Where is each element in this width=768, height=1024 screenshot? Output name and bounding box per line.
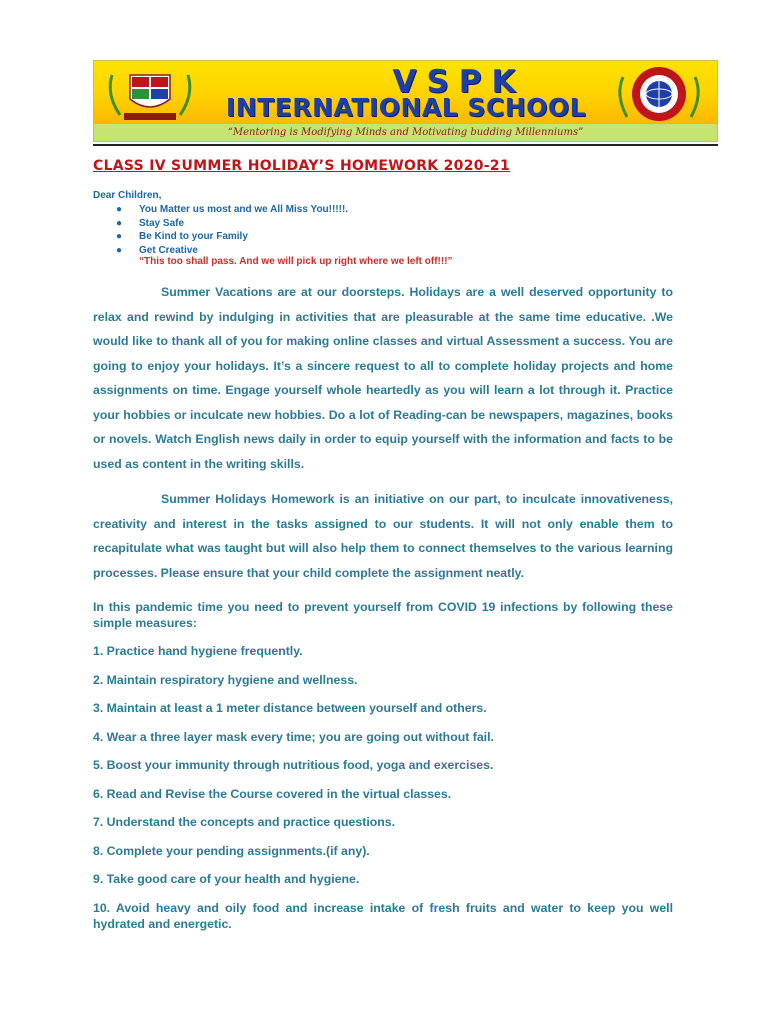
school-name: INTERNATIONAL SCHOOL — [225, 93, 587, 122]
bullet-icon: ● — [116, 244, 123, 256]
school-crest-logo — [102, 65, 198, 123]
globe-emblem-logo — [609, 65, 709, 123]
measure-item: 1. Practice hand hygiene frequently. — [93, 644, 303, 658]
school-header-banner — [93, 60, 718, 142]
list-item — [116, 203, 348, 217]
greeting-bullet-list — [116, 203, 348, 257]
greeting: Dear Children, — [93, 190, 162, 201]
measure-item: 4. Wear a three layer mask every time; you are going out without fail. — [93, 730, 494, 744]
list-item — [116, 244, 348, 258]
measure-item: 6. Read and Revise the Course covered in the virtual classes. — [93, 787, 452, 801]
list-item — [116, 230, 348, 244]
page-title: CLASS IV SUMMER HOLIDAY’S HOMEWORK 2020-21 — [93, 158, 510, 174]
measure-item: 3. Maintain at least a 1 meter distance between yourself and others. — [93, 701, 487, 715]
bullet-text: Get Creative — [139, 244, 198, 256]
bullet-text: Be Kind to your Family — [139, 231, 248, 242]
motivational-quote: “This too shall pass. And we will pick up right where we left off!!!” — [139, 256, 453, 267]
bullet-text: You Matter us most and we All Miss You!!!!!. — [139, 204, 349, 215]
bullet-icon: ● — [116, 217, 123, 229]
intro-paragraph — [93, 280, 673, 476]
measure-item: 10. Avoid heavy and oily food and increase intake of fresh fruits and water to keep you well hydrated and energetic. — [93, 901, 673, 931]
measure-item: 5. Boost your immunity through nutritious food, yoga and exercises. — [93, 758, 494, 772]
measure-item: 7. Understand the concepts and practice questions. — [93, 815, 396, 829]
list-item — [116, 217, 348, 231]
bullet-text: Stay Safe — [139, 217, 185, 229]
bullet-icon: ● — [116, 231, 123, 242]
measure-item: 9. Take good care of your health and hygiene. — [93, 872, 360, 886]
homework-paragraph — [93, 487, 673, 585]
covid-intro-paragraph: In this pandemic time you need to prevent yourself from COVID 19 infections by following these simple measures: — [93, 600, 673, 630]
header-divider — [93, 144, 718, 146]
school-motto: “Mentoring is Modifying Minds and Motivating budding Millenniums” — [227, 127, 584, 138]
homework-paragraph-text: Summer Holidays Homework is an initiative on our part, to inculcate innovativeness, creativity and interest in the tasks assigned to our students. It will not only enable them to recapitulate what was taught but will also help them to connect themselves to the various learning processes. Please ensure that your child complete the assignment neatly. — [93, 492, 673, 580]
measure-item: 8. Complete your pending assignments.(if any). — [93, 844, 370, 858]
school-abbreviation: VSPK — [392, 64, 526, 100]
measure-item: 2. Maintain respiratory hygiene and wellness. — [93, 673, 358, 687]
bullet-icon: ● — [116, 204, 123, 215]
intro-paragraph-text: Summer Vacations are at our doorsteps. Holidays are a well deserved opportunity to relax and rewind by indulging in activities that are pleasurable at the same time educative. .We would like to thank all of you for making online classes and virtual Assessment a success. You are going to enjoy your holidays. It’s a sincere request to all to complete holiday projects and home assignments on time. Engage yourself whole heartedly as you will learn a lot through it. Practice your hobbies or inculcate new hobbies. Do a lot of Reading-can be newspapers, magazines, books or novels. Watch English news daily in order to equip yourself with the information and facts to be used as content in the writing skills. — [93, 285, 673, 471]
